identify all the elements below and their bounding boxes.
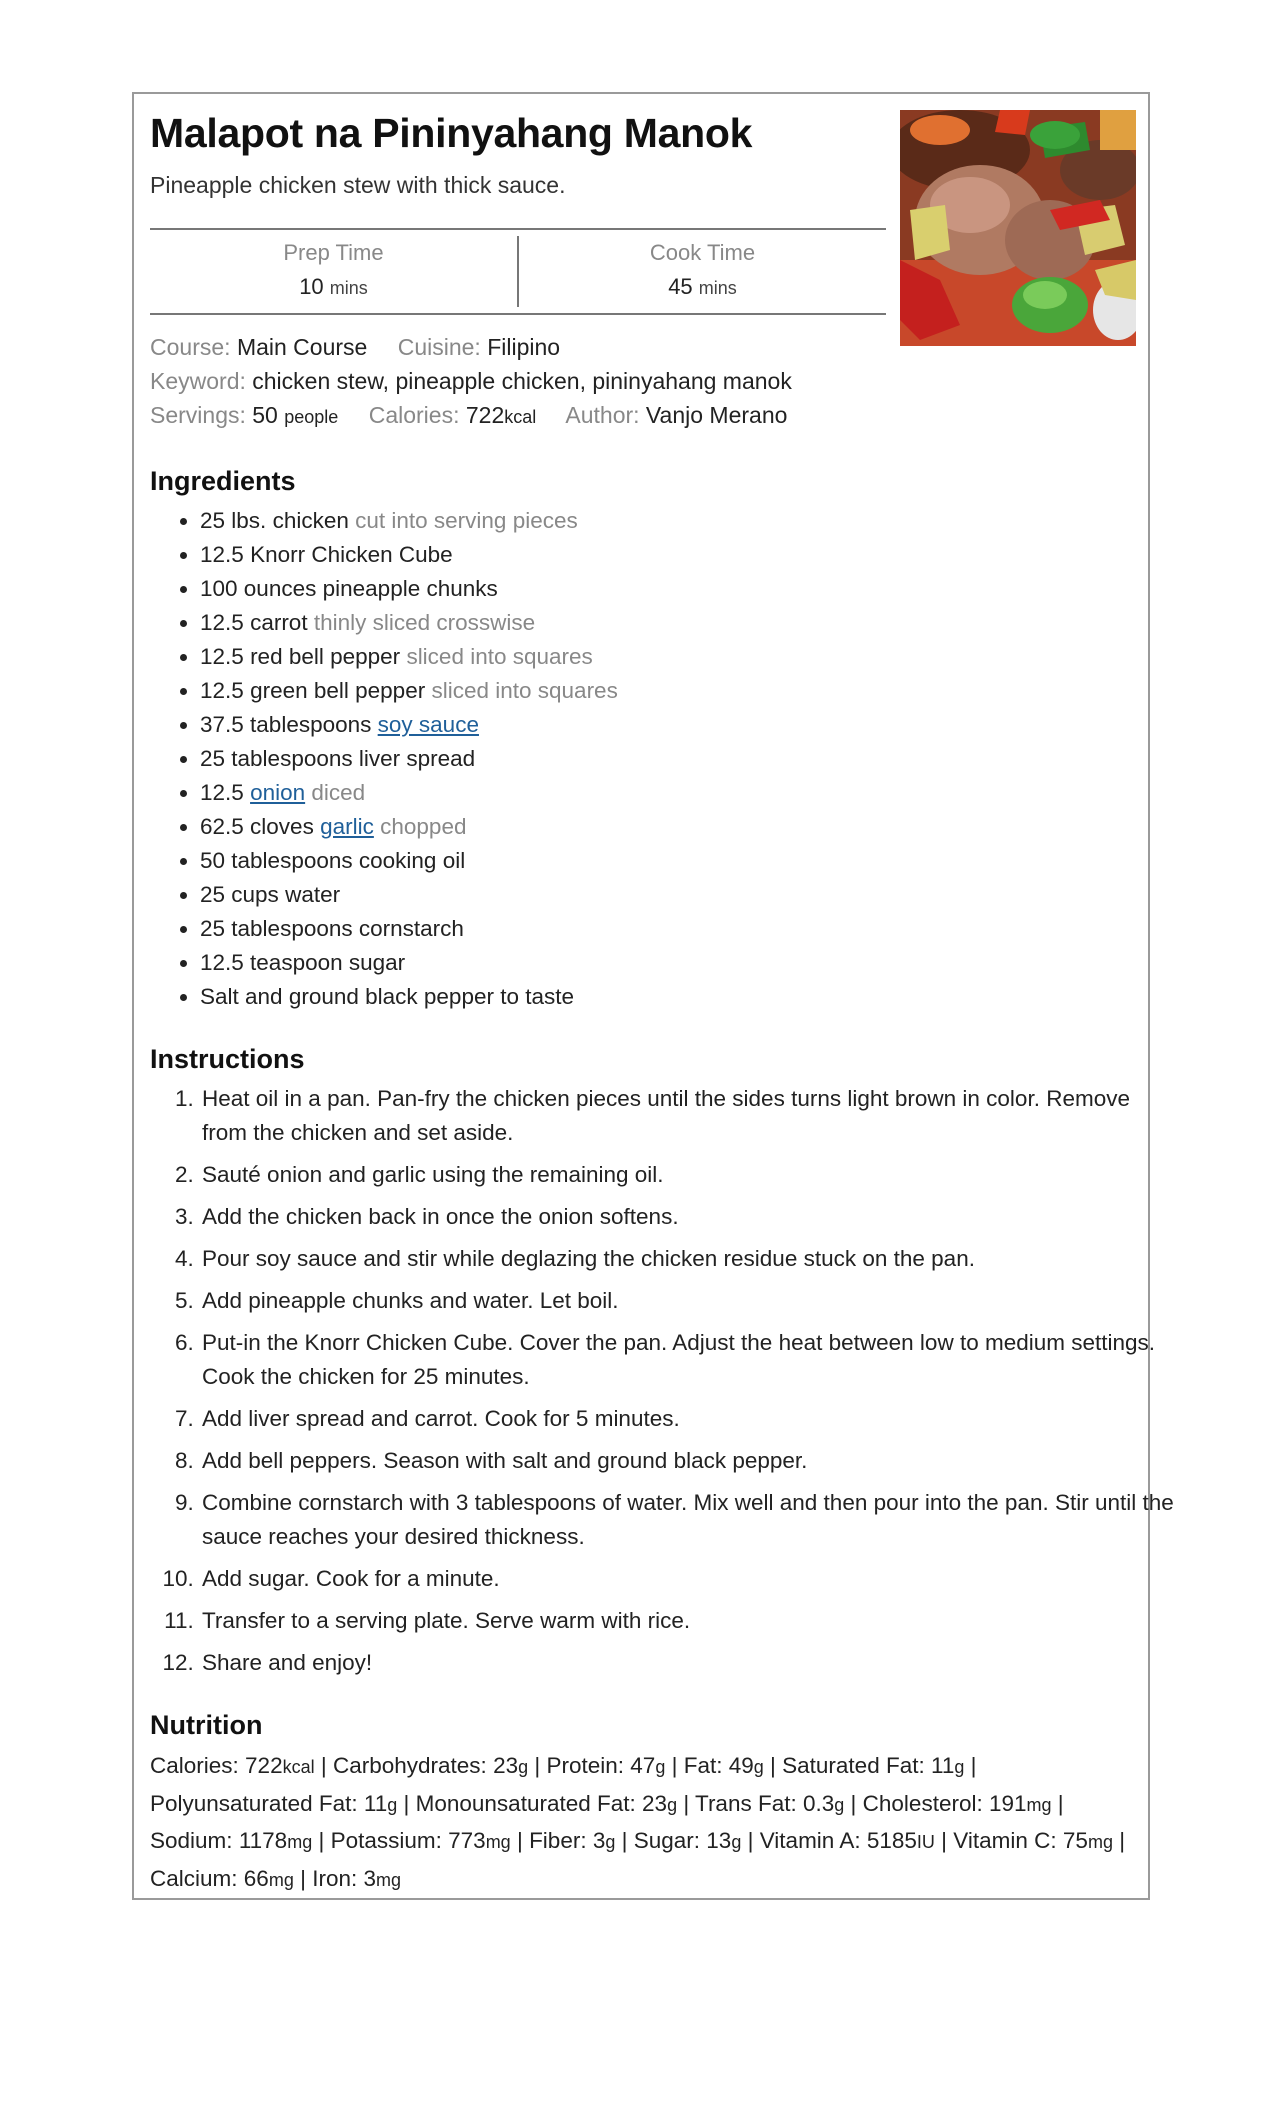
ingredient-name: cooking oil: [358, 848, 466, 873]
prep-time-unit: mins: [329, 278, 368, 298]
instruction-step: 5. Add pineapple chunks and water. Let boil.: [200, 1284, 1180, 1318]
nutrition-separator: |: [741, 1828, 760, 1853]
nutrition-unit: g: [518, 1757, 529, 1777]
cook-time: [519, 230, 886, 313]
ingredient-amount: 12.5: [200, 644, 244, 669]
nutrition-label: Monounsaturated Fat:: [415, 1790, 636, 1816]
ingredient-amount: 37.5 tablespoons: [200, 712, 372, 737]
instruction-step: 1. Heat oil in a pan. Pan-fry the chicken pieces until the sides turns light brown in color. Remove from the chicken and set aside.: [200, 1082, 1180, 1150]
nutrition-item: [684, 1753, 764, 1778]
course-value: Main Course: [236, 334, 368, 360]
instruction-step: 12. Share and enjoy!: [200, 1646, 1180, 1680]
ingredient-amount: 12.5: [200, 780, 244, 805]
cook-time-number: 45: [668, 274, 693, 299]
nutrition-unit: mg: [268, 1869, 294, 1890]
calories-value: 722: [465, 402, 505, 428]
nutrition-value: 23: [642, 1790, 668, 1816]
ingredient-name: water: [285, 882, 341, 907]
servings-unit: people: [284, 407, 339, 427]
servings-label: Servings:: [150, 402, 246, 428]
nutrition-separator: |: [314, 1753, 333, 1778]
nutrition-label: Carbohydrates:: [332, 1753, 487, 1778]
keyword-value: chicken stew, pineapple chicken, pininyahang manok: [252, 368, 792, 394]
ingredient-item: [200, 878, 618, 912]
instruction-step: 6. Put-in the Knorr Chicken Cube. Cover the pan. Adjust the heat between low to medium settings. Cook the chicken for 25 minutes.: [200, 1326, 1180, 1394]
nutrition-heading: Nutrition: [150, 1710, 263, 1740]
nutrition-item: [953, 1828, 1113, 1853]
calories-unit: kcal: [504, 407, 537, 427]
ingredient-amount: 62.5 cloves: [200, 814, 314, 839]
calories-label: Calories:: [368, 402, 460, 428]
ingredient-item: [200, 538, 618, 572]
nutrition-value: 3: [363, 1865, 377, 1891]
prep-time-number: 10: [299, 274, 324, 299]
ingredient-item: [200, 674, 618, 708]
nutrition-item: [634, 1828, 742, 1853]
ingredient-item: [200, 640, 618, 674]
ingredient-name: green bell pepper: [250, 678, 426, 703]
nutrition-unit: g: [605, 1832, 616, 1852]
ingredient-item: [200, 606, 618, 640]
ingredient-name: red bell pepper: [250, 644, 401, 669]
nutrition-separator: |: [293, 1865, 313, 1891]
nutrition-separator: |: [397, 1790, 416, 1816]
nutrition-label: Calories:: [150, 1753, 239, 1778]
nutrition-label: Sugar:: [633, 1828, 701, 1853]
cuisine-value: Filipino: [487, 334, 561, 360]
ingredient-link[interactable]: onion: [250, 780, 306, 805]
ingredient-name: pineapple chunks: [322, 576, 498, 601]
nutrition-value: 773: [448, 1828, 486, 1853]
ingredient-item: [200, 980, 618, 1014]
ingredient-item: [200, 946, 618, 980]
nutrition-value: 5185: [866, 1828, 917, 1853]
nutrition-label: Polyunsaturated Fat:: [150, 1790, 358, 1816]
prep-time-value: [150, 274, 517, 300]
nutrition-item: [782, 1753, 964, 1778]
nutrition-separator: |: [528, 1753, 547, 1778]
ingredient-name: chicken: [272, 508, 349, 533]
nutrition-value: 11: [363, 1790, 388, 1816]
ingredient-name: cornstarch: [358, 916, 464, 941]
time-summary: [150, 228, 886, 315]
instruction-step: 4. Pour soy sauce and stir while deglazing the chicken residue stuck on the pan.: [200, 1242, 1180, 1276]
ingredient-item: [200, 844, 618, 878]
instruction-step: 7. Add liver spread and carrot. Cook for 5 minutes.: [200, 1402, 1180, 1436]
nutrition-separator: |: [1112, 1828, 1126, 1853]
nutrition-item: [150, 1828, 312, 1853]
nutrition-item: [416, 1791, 677, 1816]
cook-time-label: Cook Time: [649, 240, 756, 265]
nutrition-separator: |: [615, 1828, 634, 1853]
keyword-label: Keyword:: [150, 368, 246, 394]
nutrition-unit: mg: [1087, 1832, 1113, 1852]
instruction-step: 3. Add the chicken back in once the onion softens.: [200, 1200, 1180, 1234]
ingredient-amount: 12.5: [200, 610, 244, 635]
nutrition-unit: g: [731, 1832, 742, 1852]
nutrition-value: 3: [592, 1828, 606, 1853]
ingredient-link[interactable]: soy sauce: [377, 712, 479, 737]
cook-time-unit: mins: [698, 278, 737, 298]
course-label: Course:: [150, 334, 231, 360]
nutrition-item: [331, 1828, 511, 1853]
ingredient-amount: 25 tablespoons: [200, 746, 353, 771]
ingredient-amount: 50 tablespoons: [200, 848, 353, 873]
ingredient-name: carrot: [250, 610, 308, 635]
nutrition-item: [760, 1828, 935, 1853]
ingredient-amount: 12.5: [200, 542, 244, 567]
nutrition-value: 47: [630, 1753, 656, 1778]
nutrition-unit: g: [954, 1757, 965, 1777]
nutrition-item: [529, 1828, 615, 1853]
ingredient-name: Knorr Chicken Cube: [250, 542, 453, 567]
ingredient-amount: 12.5: [200, 678, 244, 703]
instruction-step: 8. Add bell peppers. Season with salt and ground black pepper.: [200, 1444, 1180, 1478]
nutrition-item: [546, 1753, 665, 1778]
nutrition-label: Fat:: [683, 1753, 723, 1778]
nutrition-unit: mg: [485, 1832, 511, 1852]
ingredient-note: sliced into squares: [431, 678, 618, 703]
nutrition-separator: |: [934, 1828, 954, 1853]
cuisine-label: Cuisine:: [397, 334, 481, 360]
nutrition-separator: |: [844, 1790, 863, 1816]
ingredient-link[interactable]: garlic: [320, 814, 374, 839]
nutrition-label: Fiber:: [529, 1828, 587, 1853]
recipe-title: Malapot na Pininyahang Manok: [150, 110, 753, 156]
nutrition-item: [695, 1791, 844, 1816]
nutrition-unit: g: [667, 1794, 678, 1815]
nutrition-separator: |: [312, 1828, 331, 1853]
ingredient-note: sliced into squares: [406, 644, 593, 669]
ingredient-item: [200, 912, 618, 946]
meta-row-servings: [150, 402, 787, 429]
ingredient-item: [200, 504, 618, 538]
ingredient-name: liver spread: [358, 746, 476, 771]
nutrition-value: 1178: [238, 1828, 288, 1853]
ingredient-amount: 25 lbs.: [200, 508, 267, 533]
ingredient-name: Salt and ground black pepper to taste: [200, 984, 575, 1009]
nutrition-label: Sodium:: [150, 1828, 233, 1853]
nutrition-label: Vitamin A:: [759, 1828, 861, 1853]
recipe-card: [132, 92, 1174, 1900]
ingredient-item: [200, 776, 618, 810]
nutrition-item: [150, 1866, 294, 1891]
nutrition-label: Iron:: [312, 1865, 358, 1891]
prep-time-label: Prep Time: [283, 240, 384, 265]
cook-time-value: [519, 274, 886, 300]
ingredient-item: [200, 572, 618, 606]
nutrition-unit: mg: [287, 1832, 313, 1852]
ingredient-note: diced: [311, 780, 366, 805]
ingredient-name: sugar: [348, 950, 406, 975]
nutrition-value: 49: [728, 1753, 754, 1778]
author-value: Vanjo Merano: [645, 402, 788, 428]
prep-time: [150, 236, 519, 307]
nutrition-item: [150, 1753, 315, 1778]
nutrition-label: Calcium:: [150, 1865, 238, 1891]
nutrition-value: 13: [706, 1828, 732, 1853]
ingredient-amount: 12.5 teaspoon: [200, 950, 343, 975]
ingredient-item: [200, 810, 618, 844]
nutrition-item: [150, 1791, 397, 1816]
instructions-heading: Instructions: [150, 1044, 305, 1074]
nutrition-label: Saturated Fat:: [782, 1753, 925, 1778]
ingredient-note: thinly sliced crosswise: [313, 610, 536, 635]
nutrition-separator: |: [763, 1753, 783, 1778]
nutrition-unit: kcal: [282, 1757, 315, 1777]
nutrition-separator: |: [964, 1753, 977, 1778]
nutrition-value: 23: [493, 1753, 519, 1778]
ingredient-item: [200, 708, 618, 742]
instruction-step: 11. Transfer to a serving plate. Serve warm with rice.: [200, 1604, 1180, 1638]
nutrition-unit: g: [387, 1794, 398, 1815]
nutrition-separator: |: [677, 1790, 696, 1816]
ingredient-note: cut into serving pieces: [355, 508, 578, 533]
nutrition-value: 0.3: [803, 1790, 835, 1816]
nutrition-unit: mg: [1026, 1794, 1052, 1815]
instruction-step: 2. Sauté onion and garlic using the remaining oil.: [200, 1158, 1180, 1192]
nutrition-value: 722: [245, 1753, 283, 1778]
nutrition-value: 75: [1062, 1828, 1088, 1853]
instruction-step: 10. Add sugar. Cook for a minute.: [200, 1562, 1180, 1596]
ingredient-item: [200, 742, 618, 776]
nutrition-separator: |: [510, 1828, 530, 1853]
ingredients-list: [150, 504, 618, 1014]
nutrition-unit: g: [834, 1794, 845, 1815]
nutrition-label: Potassium:: [330, 1828, 442, 1853]
nutrition-item: [863, 1791, 1052, 1816]
nutrition-label: Trans Fat:: [695, 1790, 797, 1816]
nutrition-unit: mg: [376, 1869, 402, 1890]
chicken-stew-photo: [900, 110, 1136, 346]
ingredients-heading: Ingredients: [150, 466, 296, 496]
servings-value: 50: [252, 402, 278, 428]
nutrition-facts: [150, 1748, 1140, 1898]
nutrition-label: Protein:: [546, 1753, 625, 1778]
author-label: Author:: [565, 402, 640, 428]
nutrition-unit: g: [655, 1757, 666, 1777]
recipe-summary: Pineapple chicken stew with thick sauce.: [150, 172, 566, 198]
nutrition-value: 191: [988, 1790, 1027, 1816]
nutrition-separator: |: [1051, 1790, 1064, 1816]
instructions-list: [150, 1082, 1180, 1688]
ingredient-amount: 100 ounces: [200, 576, 317, 601]
ingredient-amount: 25 tablespoons: [200, 916, 353, 941]
nutrition-label: Cholesterol:: [862, 1790, 983, 1816]
ingredient-amount: 25 cups: [200, 882, 279, 907]
meta-row-keyword: [150, 368, 792, 395]
meta-row-course: [150, 334, 560, 361]
nutrition-unit: g: [753, 1757, 764, 1777]
nutrition-label: Vitamin C:: [953, 1828, 1057, 1853]
nutrition-unit: IU: [916, 1832, 935, 1852]
nutrition-item: [312, 1866, 401, 1891]
nutrition-value: 11: [931, 1753, 955, 1778]
nutrition-value: 66: [243, 1865, 269, 1891]
ingredient-note: chopped: [380, 814, 467, 839]
nutrition-item: [333, 1753, 528, 1778]
nutrition-separator: |: [665, 1753, 684, 1778]
instruction-step: 9. Combine cornstarch with 3 tablespoons of water. Mix well and then pour into the pan. Stir until the sauce reaches your desired thickness.: [200, 1486, 1180, 1554]
